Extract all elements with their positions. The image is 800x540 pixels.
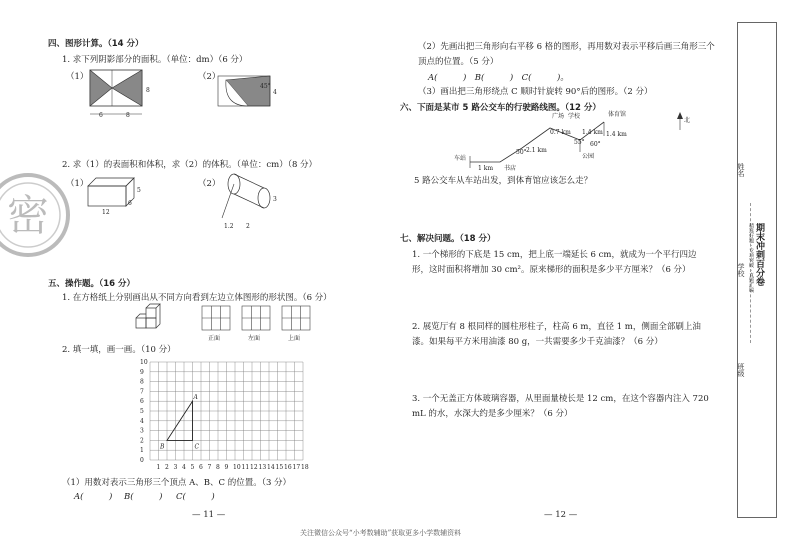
vertex-label: A [193, 394, 198, 402]
cyl-height: 3 [273, 196, 277, 203]
figure-2-label: （2） [198, 72, 221, 82]
front-view-label: 正面 [208, 335, 221, 342]
secret-stamp [0, 170, 80, 270]
grid-x-tick: 9 [224, 464, 229, 471]
stamp-text: 密 [6, 191, 50, 240]
box-width: 6 [128, 200, 132, 207]
page-number-right: — 12 — [544, 510, 578, 520]
route-dist-a: 0.7 km [550, 129, 571, 136]
grid-y-tick: 0 [140, 457, 144, 464]
side-field-c: 班级 [737, 363, 745, 377]
answer-a: A( ) [74, 492, 113, 502]
grid-x-tick: 15 [275, 464, 284, 471]
cuboid-figure [88, 178, 148, 218]
cylinder-label: （2） [198, 179, 221, 189]
grid-x-tick: 17 [292, 464, 301, 471]
north-label: 北 [684, 117, 691, 124]
grid-x-tick: 1 [156, 464, 161, 471]
coordinate-grid [138, 356, 308, 474]
dim-a: 6 [99, 112, 103, 119]
answer-b: B( ) [124, 492, 163, 502]
dim-label: 4 [273, 89, 277, 96]
cylinder-cone-figure [220, 178, 280, 233]
grid-x-tick: 10 [233, 464, 241, 471]
route-dist-c: 1.4 km [606, 131, 627, 138]
grid-x-tick: 13 [258, 464, 267, 471]
question-5-2-3: （3）画出把三角形绕点 C 顺时针旋转 90°后的图形。（2 分） [418, 87, 653, 97]
route-station: 车站 [454, 155, 467, 162]
grid-y-tick: 8 [140, 378, 144, 386]
left-view-label: 左面 [248, 335, 261, 342]
grid-y-tick: 1 [140, 447, 144, 455]
shaded-kite-figure [90, 70, 160, 120]
vertex-label: B [160, 443, 165, 451]
grid-x-tick: 14 [267, 464, 275, 471]
grid-x-tick: 8 [216, 464, 220, 471]
problem-1: 1. 一个梯形的下底是 15 cm，把上底一端延长 6 cm，就成为一个平行四边形，这时面积将增加 30 cm²。原来梯形的面积是多少平方厘米？（6 分） [412, 250, 697, 275]
top-view-label: 上面 [288, 335, 301, 342]
box-height: 5 [137, 187, 141, 194]
route-dist-b: 1.4 km [582, 129, 603, 136]
cone-radius: 1.2 [224, 223, 234, 230]
answer-row: A( ) B( ) C( )。 [428, 73, 569, 83]
grid-y-tick: 10 [140, 359, 148, 366]
bus-route-map [454, 111, 700, 172]
route-dist-d: 2.1 km [526, 147, 547, 154]
page-number-left: — 11 — [192, 510, 226, 520]
brand-subtitle: 精选好题 · 专项突破 · 真题汇编 [748, 223, 754, 293]
question-5-2-2: （2）先画出把三角形向右平移 6 格的图形，再用数对表示平移后画三角形三个顶点的位置。（5 分） [418, 42, 715, 67]
route-park: 公园 [582, 153, 595, 160]
figure-1-label: （1） [66, 72, 89, 82]
grid-y-tick: 7 [140, 388, 144, 396]
brand-title: 期末冲刺百分卷 [754, 223, 764, 286]
cyl-length: 2 [246, 223, 250, 230]
binding-margin [737, 22, 777, 518]
grid-x-tick: 2 [165, 464, 169, 471]
grid-x-tick: 11 [241, 464, 250, 471]
section-6-question: 5 路公交车从车站出发，到体育馆应该怎么走？ [414, 176, 593, 186]
grid-y-tick: 2 [140, 437, 144, 445]
grid-x-tick: 18 [301, 464, 309, 471]
box-length: 12 [102, 209, 110, 216]
grid-y-tick: 9 [140, 368, 144, 376]
question-5-2-1: （1）用数对表示三角形三个顶点 A、B、C 的位置。（3 分） [62, 478, 292, 488]
route-bookstore: 书店 [504, 165, 517, 172]
box-label: （1） [66, 179, 89, 189]
grid-y-tick: 3 [140, 427, 144, 435]
footer-note: 关注微信公众号“小考数辅助”获取更多小学数辅资料 [300, 529, 462, 537]
section-6-title: 六、下面是某市 5 路公交车的行驶路线图。（12 分） [400, 103, 601, 113]
route-angle-b: 55° [574, 139, 585, 146]
route-dist-e: 1 km [478, 165, 494, 172]
problem-3: 3. 一个无盖正方体玻璃容器，从里面量棱长是 12 cm，在这个容器内注入 720 mL 的水，水深大约是多少厘米？（6 分） [412, 394, 709, 419]
grid-y-tick: 5 [140, 408, 144, 415]
route-angle-c: 60° [590, 141, 601, 148]
section-5-title: 五、操作题。（16 分） [48, 279, 136, 289]
route-plaza: 广场 [552, 113, 565, 120]
dim-b: 8 [126, 112, 130, 119]
route-gym: 体育馆 [608, 111, 627, 118]
grid-x-tick: 5 [190, 464, 195, 471]
route-angle-a: 50° [516, 149, 527, 156]
route-school: 学校 [568, 113, 581, 120]
answer-c: C( ) [176, 492, 215, 502]
grid-y-tick: 6 [140, 398, 144, 406]
section-4-title: 四、图形计算。（14 分） [48, 39, 144, 49]
grid-x-tick: 4 [182, 464, 186, 471]
side-field-b: 学校 [737, 263, 745, 277]
grid-x-tick: 16 [284, 464, 292, 471]
section-7-title: 七、解决问题。（18 分） [400, 234, 496, 244]
dim-c: 8 [146, 87, 150, 94]
question-4-1: 1. 求下列阴影部分的面积。（单位：dm）（6 分） [62, 55, 248, 65]
grid-x-tick: 6 [199, 464, 203, 471]
question-4-2: 2. 求（1）的表面积和体积，求（2）的体积。（单位：cm）（8 分） [62, 160, 318, 170]
angle-label: 45° [260, 83, 271, 90]
shaded-sector-figure [218, 76, 278, 116]
grid-x-tick: 3 [173, 464, 178, 471]
vertex-label: C [194, 443, 200, 451]
cube-stack-figure [136, 302, 176, 337]
side-field-a: 姓名 [737, 163, 745, 177]
problem-2: 2. 展览厅有 8 根同样的圆柱形柱子，柱高 6 m，直径 1 m，侧面全部刷上油漆。如果每平方米用油漆 80 g，一共需要多少千克油漆？（6 分） [412, 322, 701, 347]
question-5-2: 2. 填一填，画一画。（10 分） [62, 345, 176, 355]
grid-y-tick: 4 [140, 417, 144, 425]
view-grids [202, 306, 312, 342]
grid-x-tick: 7 [207, 464, 212, 471]
question-5-1: 1. 在方格纸上分别画出从不同方向看到左边立体图形的形状图。（6 分） [62, 293, 332, 303]
grid-x-tick: 12 [250, 464, 258, 471]
